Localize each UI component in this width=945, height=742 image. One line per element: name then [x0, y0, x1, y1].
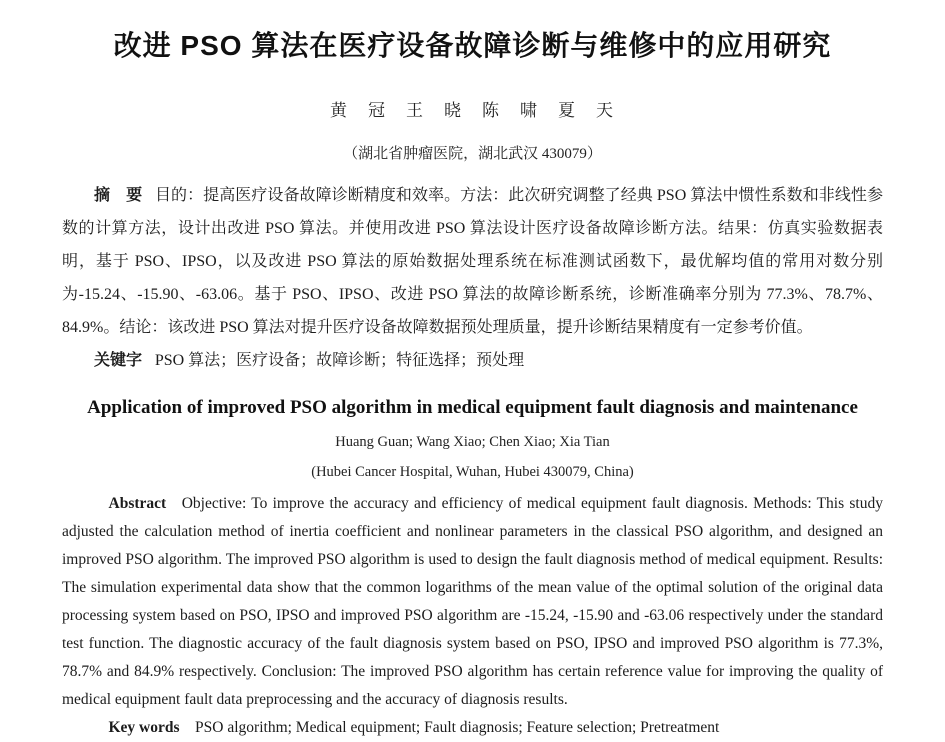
chinese-abstract [62, 179, 883, 344]
chinese-affiliation: （湖北省肿瘤医院，湖北武汉 430079） [343, 146, 602, 162]
chinese-abstract-text: 目的：提高医疗设备故障诊断精度和效率。方法：此次研究调整了经典 PSO 算法中惯性系数和非线性参数的计算方法，设计出改进 PSO 算法。并使用改进 PSO 算法设计医疗设备故障诊断方法。结果：仿真实验数据表明，基于 PSO、IPSO，以及改进 PSO 算法的原始数据处理系统在标准测试函数下，最优解均值的常用对数分别为-15.24、-15.90、-63.06。基于 PSO、IPSO、改进 PSO 算法的故障诊断系统，诊断准确率分别为 77.3%、78.7%、84.9%。结论：该改进 PSO 算法对提升医疗设备故障数据预处理质量，提升诊断结果精度有一定参考价值。 [62, 187, 883, 336]
english-title: Application of improved PSO algorithm in medical equipment fault diagnosis and maintenance [87, 397, 858, 418]
english-abstract-label: Abstract [108, 495, 167, 512]
chinese-keywords-label: 关键字 [94, 352, 143, 369]
english-authors: Huang Guan; Wang Xiao; Chen Xiao; Xia Tian [335, 434, 610, 450]
english-affiliation: (Hubei Cancer Hospital, Wuhan, Hubei 430079, China) [311, 464, 634, 480]
chinese-title: 改进 PSO 算法在医疗设备故障诊断与维修中的应用研究 [113, 30, 832, 61]
english-keywords-label: Key words [108, 719, 180, 736]
english-abstract [62, 490, 883, 714]
english-keywords-text: PSO algorithm; Medical equipment; Fault diagnosis; Feature selection; Pretreatment [195, 719, 720, 736]
english-abstract-text: Objective: To improve the accuracy and efficiency of medical equipment fault diagnosis. Methods: This study adjusted the calculation method of inertia coefficient and nonlinear parameters in the classical PSO algorithm, and designed an improved PSO algorithm. The improved PSO algorithm is used to design the fault diagnosis method of medical equipment. Results: The simulation experimental data show that the common logarithms of the mean value of the optimal solution of the original data processing system based on PSO, IPSO and improved PSO algorithm are -15.24, -15.90 and -63.06 respectively under the standard test function. The diagnostic accuracy of the fault diagnosis system based on PSO, IPSO and improved PSO algorithm is 77.3%, 78.7% and 84.9% respectively. Conclusion: The improved PSO algorithm has certain reference value for improving the quality of medical equipment fault data preprocessing and the accuracy of diagnosis results. [62, 495, 883, 708]
chinese-keywords [62, 344, 883, 377]
chinese-keywords-text: PSO 算法；医疗设备；故障诊断；特征选择；预处理 [154, 352, 525, 369]
chinese-abstract-label: 摘 要 [94, 187, 143, 204]
english-keywords [62, 714, 883, 742]
chinese-authors: 黄 冠 王 晓 陈 啸 夏 天 [330, 101, 615, 120]
